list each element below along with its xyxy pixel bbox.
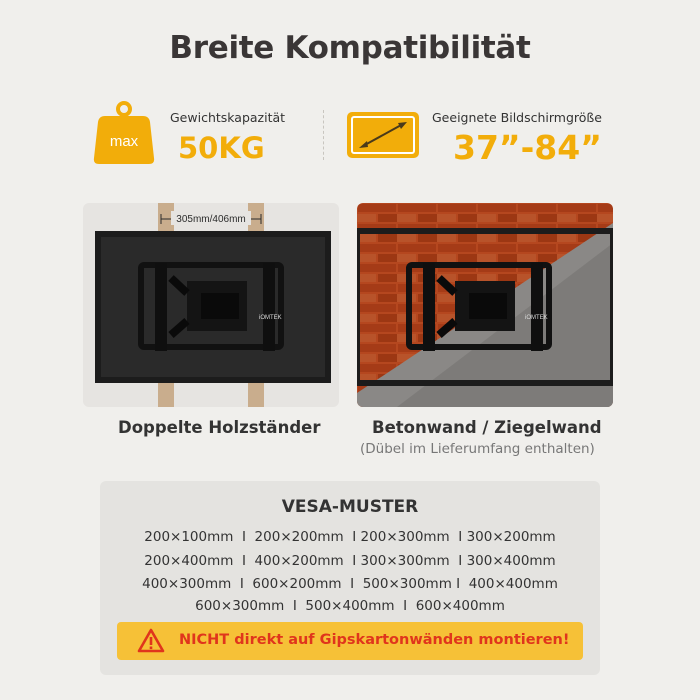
page-title: Breite Kompatibilität — [169, 30, 531, 66]
brand-label: iOMTEK — [259, 315, 282, 321]
wall-subcaption: (Dübel im Lieferumfang enthalten) — [360, 441, 595, 457]
wall-caption: Betonwand / Ziegelwand — [372, 418, 602, 437]
wood-stand-photo — [83, 203, 339, 407]
screen-diagonal-icon — [347, 112, 419, 160]
warning-triangle-icon — [137, 628, 165, 654]
weight-value: 50KG — [178, 131, 265, 165]
vesa-row: 200×100mm I 200×200mm I 200×300mm I 300×200mm — [144, 529, 556, 545]
dimension-label: 305mm/406mm — [176, 214, 246, 225]
weight-icon-text: max — [109, 133, 139, 150]
vesa-row: 200×400mm I 400×200mm I 300×300mm I 300×400mm — [144, 553, 556, 569]
weight-max-icon — [93, 100, 155, 166]
warning-banner — [117, 622, 583, 660]
wood-caption: Doppelte Holzständer — [118, 418, 321, 437]
vesa-title: VESA-MUSTER — [281, 497, 419, 517]
warning-text: NICHT direkt auf Gipskartonwänden montieren! — [179, 632, 570, 648]
wall-photo — [357, 203, 613, 407]
weight-label: Gewichtskapazität — [170, 110, 286, 125]
vesa-row: 400×300mm I 600×200mm I 500×300mm I 400×400mm — [142, 576, 558, 592]
screen-size-label: Geeignete Bildschirmgröße — [432, 110, 602, 125]
brand-label: iOMTEK — [525, 315, 548, 321]
screen-size-value: 37”-84” — [453, 128, 602, 167]
spec-divider — [323, 110, 324, 160]
vesa-row: 600×300mm I 500×400mm I 600×400mm — [195, 598, 505, 614]
